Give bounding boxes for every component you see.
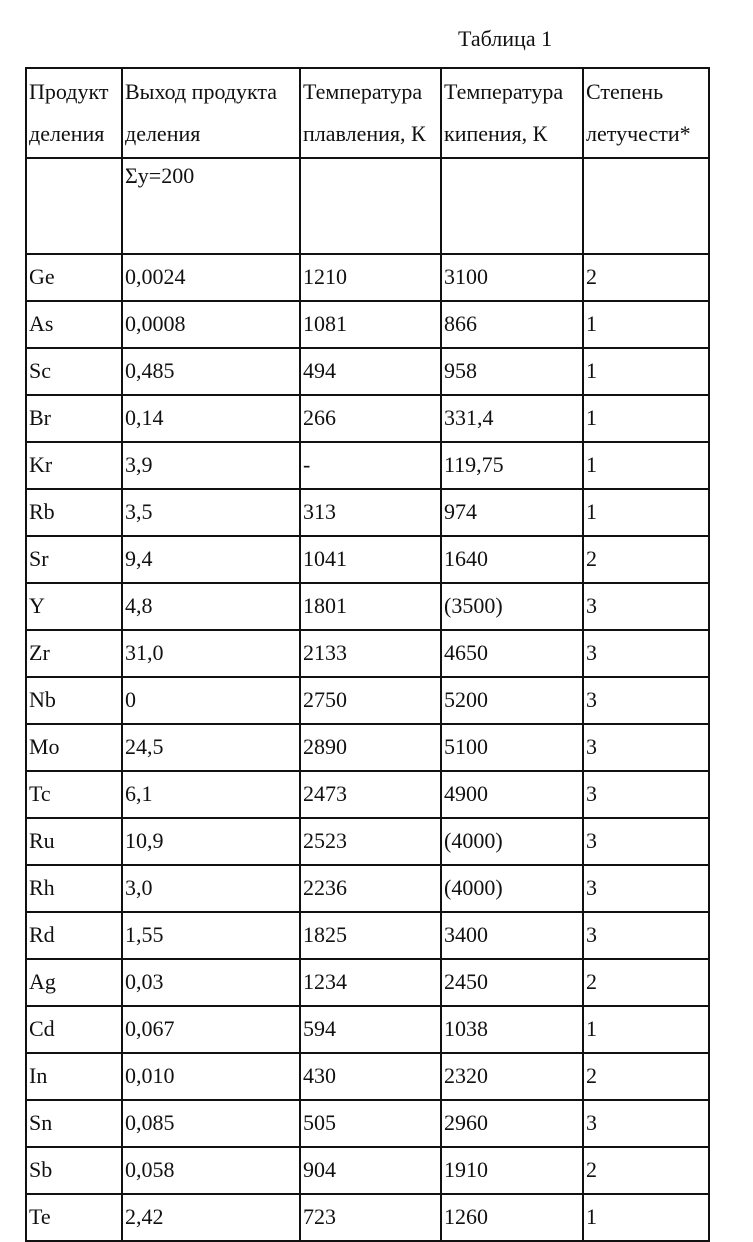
cell-volatility: 1 (583, 395, 709, 442)
cell-boiling-point: 5100 (441, 724, 583, 771)
cell-element: Rb (26, 489, 122, 536)
cell-element: Sn (26, 1100, 122, 1147)
header-line: Выход продукта (125, 71, 299, 113)
cell-element: Tc (26, 771, 122, 818)
cell-yield: 0 (122, 677, 300, 724)
table-row (26, 1006, 709, 1053)
header-line: Температура (303, 71, 440, 113)
header-cell-boiling-point (441, 68, 583, 158)
cell-yield: 3,9 (122, 442, 300, 489)
cell-yield: 4,8 (122, 583, 300, 630)
table-row (26, 865, 709, 912)
cell-volatility: 2 (583, 536, 709, 583)
cell-element: Br (26, 395, 122, 442)
cell-yield: 31,0 (122, 630, 300, 677)
cell-yield: 0,0008 (122, 301, 300, 348)
cell-element: Sb (26, 1147, 122, 1194)
cell-melting-point: 494 (300, 348, 441, 395)
cell-melting-point: 2473 (300, 771, 441, 818)
cell-element: Y (26, 583, 122, 630)
table-row (26, 912, 709, 959)
table-row (26, 724, 709, 771)
cell-boiling-point: 1038 (441, 1006, 583, 1053)
cell-element: In (26, 1053, 122, 1100)
table-row (26, 301, 709, 348)
cell-boiling-point: 5200 (441, 677, 583, 724)
header-line: летучести* (586, 113, 708, 155)
table-row (26, 1100, 709, 1147)
fission-products-table (25, 67, 710, 1242)
table-row (26, 959, 709, 1006)
table-row (26, 254, 709, 301)
cell-yield: 0,03 (122, 959, 300, 1006)
cell-yield: 1,55 (122, 912, 300, 959)
cell-element: Ge (26, 254, 122, 301)
cell-yield: 0,067 (122, 1006, 300, 1053)
cell-boiling-point: 866 (441, 301, 583, 348)
header-cell-volatility (583, 68, 709, 158)
cell-melting-point: 266 (300, 395, 441, 442)
cell-element: Cd (26, 1006, 122, 1053)
cell-volatility: 1 (583, 1006, 709, 1053)
table-row (26, 442, 709, 489)
cell-melting-point: 2750 (300, 677, 441, 724)
cell-boiling-point: 974 (441, 489, 583, 536)
cell-boiling-point: (3500) (441, 583, 583, 630)
cell-melting-point: 313 (300, 489, 441, 536)
cell-yield: 0,14 (122, 395, 300, 442)
cell-melting-point: 1041 (300, 536, 441, 583)
cell-boiling-point: 2960 (441, 1100, 583, 1147)
sum-cell (300, 158, 441, 254)
cell-element: Sr (26, 536, 122, 583)
cell-melting-point: 723 (300, 1194, 441, 1241)
cell-boiling-point: 1260 (441, 1194, 583, 1241)
cell-boiling-point: 1910 (441, 1147, 583, 1194)
header-cell-yield (122, 68, 300, 158)
header-line: Продукт (29, 71, 121, 113)
header-line: плавления, К (303, 113, 440, 155)
cell-element: Ru (26, 818, 122, 865)
header-cell-product (26, 68, 122, 158)
cell-melting-point: 1825 (300, 912, 441, 959)
cell-melting-point: - (300, 442, 441, 489)
cell-yield: 0,0024 (122, 254, 300, 301)
cell-boiling-point: 4900 (441, 771, 583, 818)
cell-volatility: 3 (583, 865, 709, 912)
sum-cell (441, 158, 583, 254)
cell-volatility: 1 (583, 1194, 709, 1241)
cell-volatility: 3 (583, 1100, 709, 1147)
table-row (26, 536, 709, 583)
cell-boiling-point: (4000) (441, 818, 583, 865)
cell-volatility: 3 (583, 724, 709, 771)
cell-melting-point: 594 (300, 1006, 441, 1053)
header-line: деления (29, 113, 121, 155)
cell-volatility: 3 (583, 677, 709, 724)
cell-melting-point: 904 (300, 1147, 441, 1194)
cell-volatility: 1 (583, 442, 709, 489)
cell-volatility: 2 (583, 959, 709, 1006)
cell-melting-point: 2890 (300, 724, 441, 771)
cell-melting-point: 2236 (300, 865, 441, 912)
cell-volatility: 2 (583, 254, 709, 301)
sum-cell (583, 158, 709, 254)
table-row (26, 771, 709, 818)
header-cell-melting-point (300, 68, 441, 158)
cell-boiling-point: (4000) (441, 865, 583, 912)
cell-boiling-point: 958 (441, 348, 583, 395)
cell-boiling-point: 2450 (441, 959, 583, 1006)
cell-element: Rd (26, 912, 122, 959)
cell-melting-point: 1081 (300, 301, 441, 348)
cell-boiling-point: 119,75 (441, 442, 583, 489)
cell-element: Kr (26, 442, 122, 489)
cell-melting-point: 2133 (300, 630, 441, 677)
cell-volatility: 3 (583, 818, 709, 865)
table-header-row (26, 68, 709, 158)
cell-yield: 9,4 (122, 536, 300, 583)
cell-yield: 0,485 (122, 348, 300, 395)
table-row (26, 583, 709, 630)
cell-melting-point: 2523 (300, 818, 441, 865)
cell-boiling-point: 3400 (441, 912, 583, 959)
cell-element: Nb (26, 677, 122, 724)
header-line: деления (125, 113, 299, 155)
table-row (26, 489, 709, 536)
cell-volatility: 3 (583, 630, 709, 677)
cell-boiling-point: 1640 (441, 536, 583, 583)
cell-element: Sc (26, 348, 122, 395)
table-row (26, 395, 709, 442)
cell-yield: 3,5 (122, 489, 300, 536)
cell-yield: 24,5 (122, 724, 300, 771)
cell-boiling-point: 3100 (441, 254, 583, 301)
table-row (26, 818, 709, 865)
table-row (26, 348, 709, 395)
cell-melting-point: 430 (300, 1053, 441, 1100)
header-line: Температура (444, 71, 582, 113)
cell-volatility: 3 (583, 912, 709, 959)
table-row (26, 1194, 709, 1241)
cell-volatility: 1 (583, 489, 709, 536)
cell-volatility: 3 (583, 771, 709, 818)
cell-yield: 10,9 (122, 818, 300, 865)
cell-volatility: 1 (583, 301, 709, 348)
cell-boiling-point: 2320 (441, 1053, 583, 1100)
cell-yield: 2,42 (122, 1194, 300, 1241)
cell-element: Te (26, 1194, 122, 1241)
table-caption: Таблица 1 (458, 24, 552, 54)
cell-boiling-point: 4650 (441, 630, 583, 677)
cell-element: Zr (26, 630, 122, 677)
sum-row (26, 158, 709, 254)
cell-melting-point: 1210 (300, 254, 441, 301)
table-row (26, 630, 709, 677)
cell-volatility: 3 (583, 583, 709, 630)
cell-volatility: 2 (583, 1147, 709, 1194)
cell-volatility: 2 (583, 1053, 709, 1100)
table-row (26, 1053, 709, 1100)
sum-cell-yield-total: Σy=200 (122, 158, 300, 254)
cell-yield: 6,1 (122, 771, 300, 818)
cell-element: Rh (26, 865, 122, 912)
cell-yield: 0,085 (122, 1100, 300, 1147)
cell-melting-point: 505 (300, 1100, 441, 1147)
table-row (26, 1147, 709, 1194)
cell-melting-point: 1234 (300, 959, 441, 1006)
cell-element: Ag (26, 959, 122, 1006)
sum-cell (26, 158, 122, 254)
cell-yield: 3,0 (122, 865, 300, 912)
cell-yield: 0,058 (122, 1147, 300, 1194)
header-line: Степень (586, 71, 708, 113)
table-row (26, 677, 709, 724)
cell-element: Mo (26, 724, 122, 771)
cell-element: As (26, 301, 122, 348)
header-line: кипения, К (444, 113, 582, 155)
cell-volatility: 1 (583, 348, 709, 395)
cell-melting-point: 1801 (300, 583, 441, 630)
cell-boiling-point: 331,4 (441, 395, 583, 442)
cell-yield: 0,010 (122, 1053, 300, 1100)
